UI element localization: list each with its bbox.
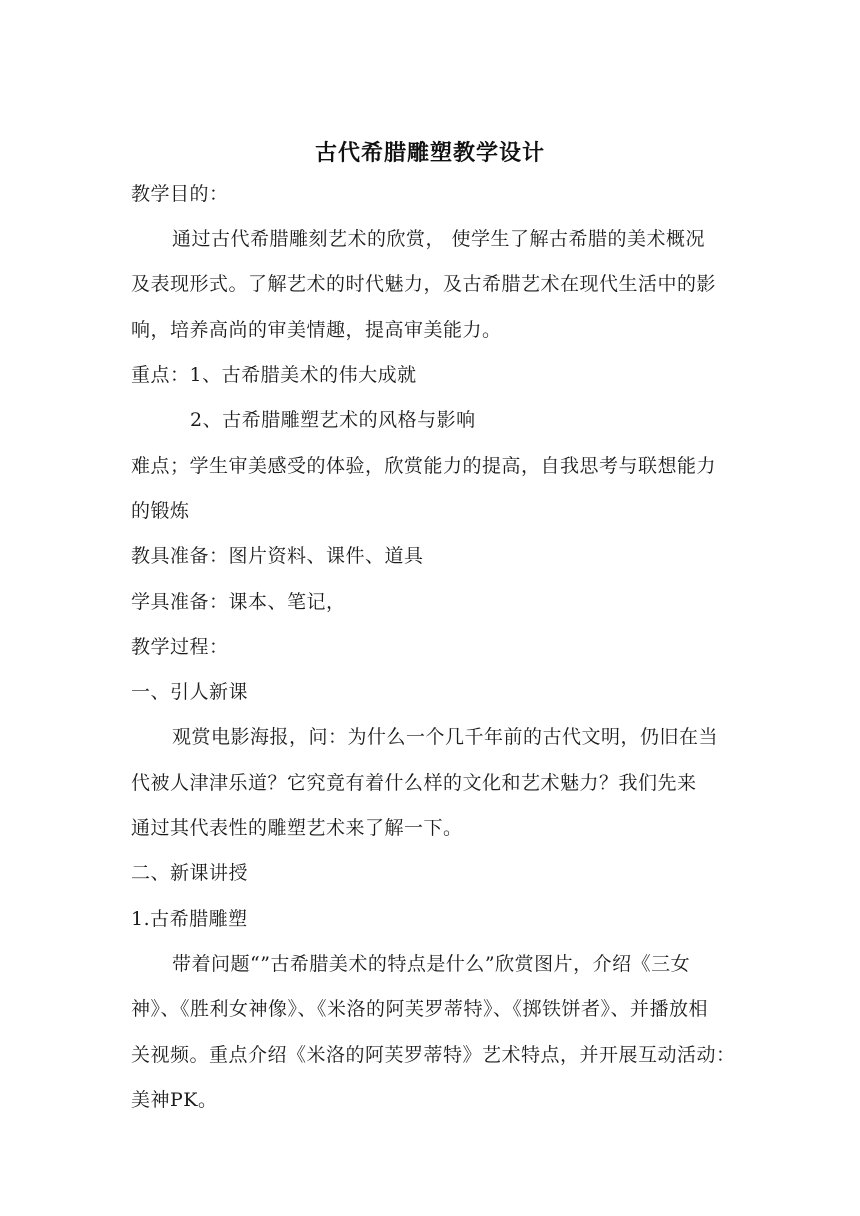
text-line: 神》、《胜利女神像》、《米洛的阿芙罗蒂特》、《掷铁饼者》、并播放相	[131, 998, 709, 1020]
text-line: 教具准备：图片资料、课件、道具	[131, 545, 424, 567]
text-line: 教学目的：	[131, 183, 229, 205]
document-title: 古代希腊雕塑教学设计	[314, 141, 545, 166]
text-line: 教学过程：	[131, 636, 229, 658]
text-line: 通过古代希腊雕刻艺术的欣赏， 使学生了解古希腊的美术概况	[172, 228, 706, 250]
text-line: 二、新课讲授	[131, 862, 249, 884]
text-line: 及表现形式。了解艺术的时代魅力，及古希腊艺术在现代生活中的影	[131, 273, 717, 295]
text-line: 美神PK。	[131, 1089, 218, 1111]
text-line: 通过其代表性的雕塑艺术来了解一下。	[131, 817, 463, 839]
text-line: 难点；学生审美感受的体验，欣赏能力的提高，自我思考与联想能力	[131, 455, 717, 477]
text-line: 学具准备：课本、笔记，	[131, 591, 346, 613]
text-line: 一、引人新课	[131, 681, 249, 703]
text-line: 观赏电影海报，问：为什么一个几千年前的古代文明，仍旧在当	[172, 726, 719, 748]
text-line: 的锻炼	[131, 500, 190, 522]
text-line: 重点：1、古希腊美术的伟大成就	[131, 364, 417, 386]
text-line: 2、古希腊雕塑艺术的风格与影响	[190, 409, 476, 431]
text-line: 响，培养高尚的审美情趣，提高审美能力。	[131, 319, 502, 341]
text-line: 关视频。重点介绍《米洛的阿芙罗蒂特》艺术特点，并开展互动活动：	[131, 1044, 736, 1066]
text-line: 1.古希腊雕塑	[131, 908, 248, 930]
text-line: 带着问题“”古希腊美术的特点是什么”欣赏图片，介绍《三女	[172, 953, 691, 975]
text-line: 代被人津津乐道？它究竟有着什么样的文化和艺术魅力？我们先来	[131, 772, 697, 794]
